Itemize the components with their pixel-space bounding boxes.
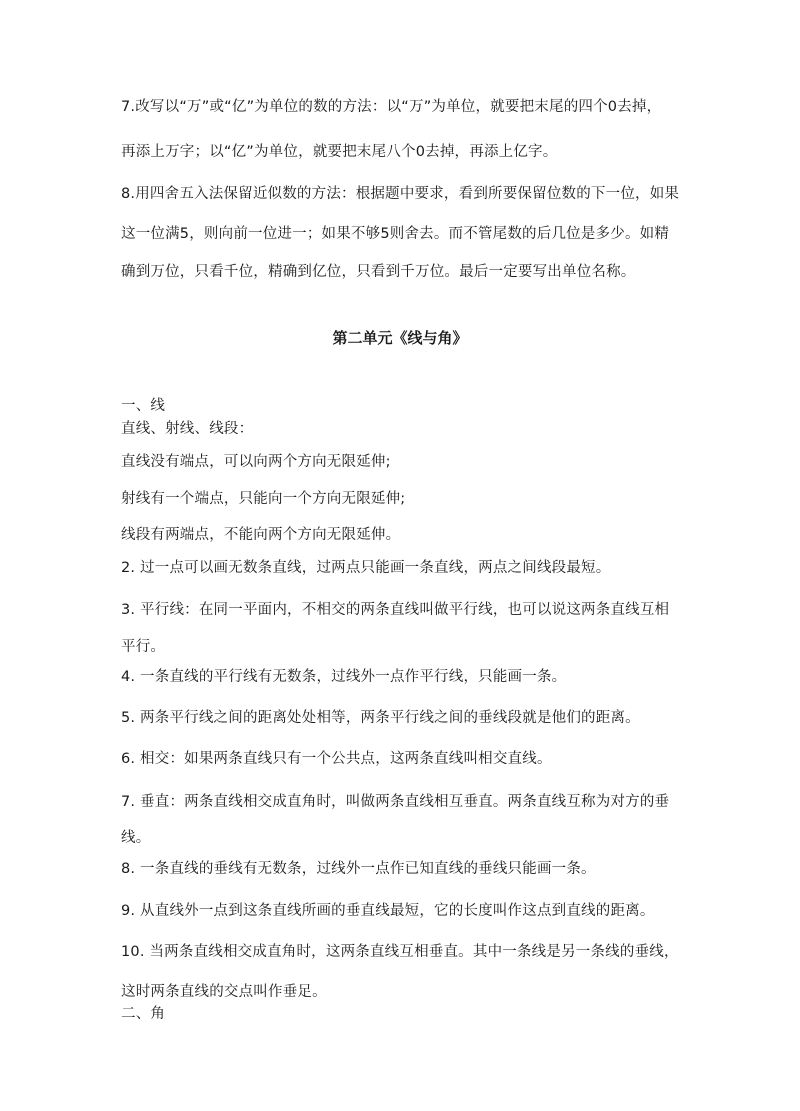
ray-definition: 射线有一个端点，只能向一个方向无限延伸; bbox=[121, 491, 406, 507]
item8-line3: 确到万位，只看千位，精确到亿位，只看到千万位。最后一定要写出单位名称。 bbox=[121, 264, 636, 280]
point-6: 6. 相交：如果两条直线只有一个公共点，这两条直线叫相交直线。 bbox=[121, 751, 552, 767]
point-9: 9. 从直线外一点到这条直线所画的垂直线最短，它的长度叫作这点到直线的距离。 bbox=[121, 903, 655, 919]
point-10-line1: 10. 当两条直线相交成直角时，这两条直线互相垂直。其中一条线是另一条线的垂线， bbox=[121, 944, 679, 960]
point-7-line2: 线。 bbox=[121, 830, 151, 846]
point-10-line2: 这时两条直线的交点叫作垂足。 bbox=[121, 984, 327, 1000]
point-2: 2. 过一点可以画无数条直线，过两点只能画一条直线，两点之间线段最短。 bbox=[121, 560, 611, 576]
subheading-line-types: 直线、射线、线段： bbox=[121, 421, 254, 437]
point-7-line1: 7. 垂直：两条直线相交成直角时，叫做两条直线相互垂直。两条直线互称为对方的垂 bbox=[121, 794, 670, 810]
point-4: 4. 一条直线的平行线有无数条，过线外一点作平行线，只能画一条。 bbox=[121, 669, 567, 685]
item8-line1: 8.用四舍五入法保留近似数的方法：根据题中要求，看到所要保留位数的下一位，如果 bbox=[121, 186, 680, 202]
point-3-line1: 3. 平行线：在同一平面内，不相交的两条直线叫做平行线，也可以说这两条直线互相 bbox=[121, 602, 670, 618]
point-5: 5. 两条平行线之间的距离处处相等，两条平行线之间的垂线段就是他们的距离。 bbox=[121, 710, 640, 726]
item7-line1: 7.改写以“万”或“亿”为单位的数的方法：以“万”为单位，就要把末尾的四个0去掉， bbox=[121, 99, 662, 115]
unit2-title: 第二单元《线与角》 bbox=[332, 329, 468, 347]
heading-angles: 二、角 bbox=[121, 1006, 166, 1022]
segment-definition: 线段有两端点，不能向两个方向无限延伸。 bbox=[121, 527, 401, 543]
item8-line2: 这一位满5，则向前一位进一；如果不够5则舍去。而不管尾数的后几位是多少。如精 bbox=[121, 226, 670, 242]
line-definition: 直线没有端点，可以向两个方向无限延伸; bbox=[121, 454, 391, 470]
item7-line2: 再添上万字；以“亿”为单位，就要把末尾八个0去掉，再添上亿字。 bbox=[121, 144, 558, 160]
heading-lines: 一、线 bbox=[121, 398, 166, 414]
point-3-line2: 平行。 bbox=[121, 639, 166, 655]
point-8: 8. 一条直线的垂线有无数条，过线外一点作已知直线的垂线只能画一条。 bbox=[121, 861, 596, 877]
